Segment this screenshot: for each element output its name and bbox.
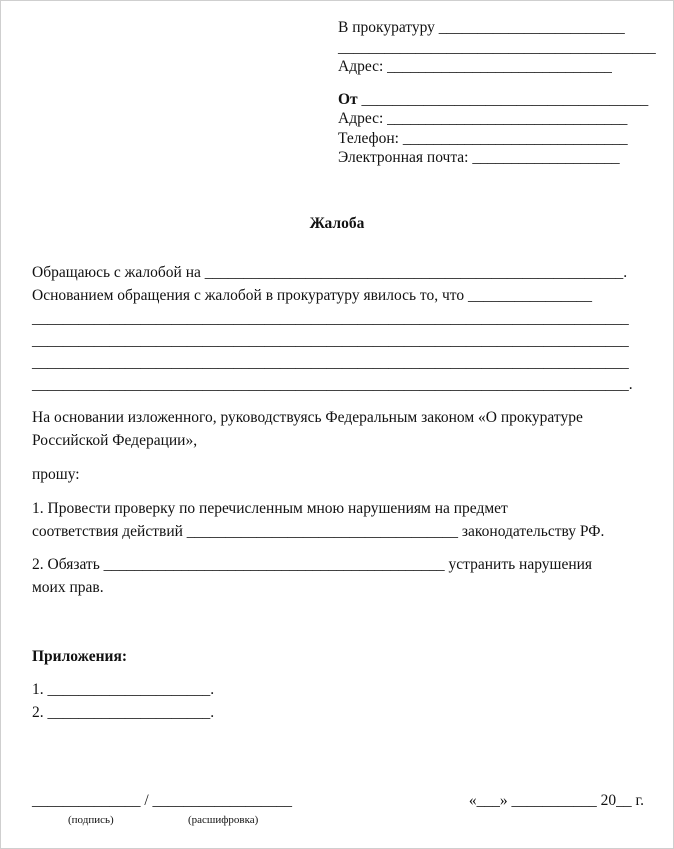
body-basis-line[interactable]: Основанием обращения с жалобой в прокуратуру явилось то, что ________________ bbox=[32, 287, 592, 304]
signature-caption: (подпись) bbox=[68, 814, 114, 826]
body-blank-line-2[interactable]: _____________________________________________________________________________ bbox=[32, 332, 629, 349]
signature-line[interactable]: ______________ / __________________ bbox=[32, 792, 293, 809]
request-item-1-line-2[interactable]: соответствия действий ___________________________________ законодательству РФ. bbox=[32, 523, 605, 540]
attachments-heading: Приложения: bbox=[32, 648, 127, 665]
date-line[interactable]: «___» ___________ 20__ г. bbox=[468, 792, 644, 809]
body-request: прошу: bbox=[32, 466, 80, 483]
body-blank-line-1[interactable]: _____________________________________________________________________________ bbox=[32, 310, 629, 327]
header-to-address[interactable]: Адрес: _____________________________ bbox=[338, 58, 612, 75]
attachment-item-1[interactable]: 1. _____________________. bbox=[32, 681, 215, 698]
header-phone[interactable]: Телефон: _____________________________ bbox=[338, 130, 628, 147]
request-item-2-line-2: моих прав. bbox=[32, 579, 104, 596]
header-from-blank[interactable]: _____________________________________ bbox=[357, 91, 649, 108]
header-from[interactable] bbox=[338, 90, 648, 110]
body-basis-text-1: На основании изложенного, руководствуясь Федеральным законом «О прокуратуре bbox=[32, 409, 583, 426]
header-email[interactable]: Электронная почта: ___________________ bbox=[338, 149, 620, 166]
body-blank-line-4[interactable]: _____________________________________________________________________________. bbox=[32, 376, 633, 393]
request-item-1-line-1: 1. Провести проверку по перечисленным мною нарушениям на предмет bbox=[32, 500, 508, 517]
attachment-item-2[interactable]: 2. _____________________. bbox=[32, 704, 215, 721]
header-to-prosecutor[interactable]: В прокуратуру ________________________ bbox=[338, 19, 625, 36]
decoding-caption: (расшифровка) bbox=[188, 814, 259, 826]
body-basis-text-2: Российской Федерации», bbox=[32, 432, 198, 449]
header-to-blank[interactable]: _________________________________________ bbox=[338, 39, 656, 56]
header-from-address[interactable]: Адрес: _______________________________ bbox=[338, 110, 628, 127]
body-blank-line-3[interactable]: _____________________________________________________________________________ bbox=[32, 354, 629, 371]
body-complaint-line[interactable]: Обращаюсь с жалобой на ______________________________________________________. bbox=[32, 264, 628, 281]
request-item-2-line-1[interactable]: 2. Обязать ____________________________________________ устранить нарушения bbox=[32, 556, 593, 573]
document-title: Жалоба bbox=[309, 215, 365, 232]
header-from-label: От bbox=[338, 91, 358, 108]
